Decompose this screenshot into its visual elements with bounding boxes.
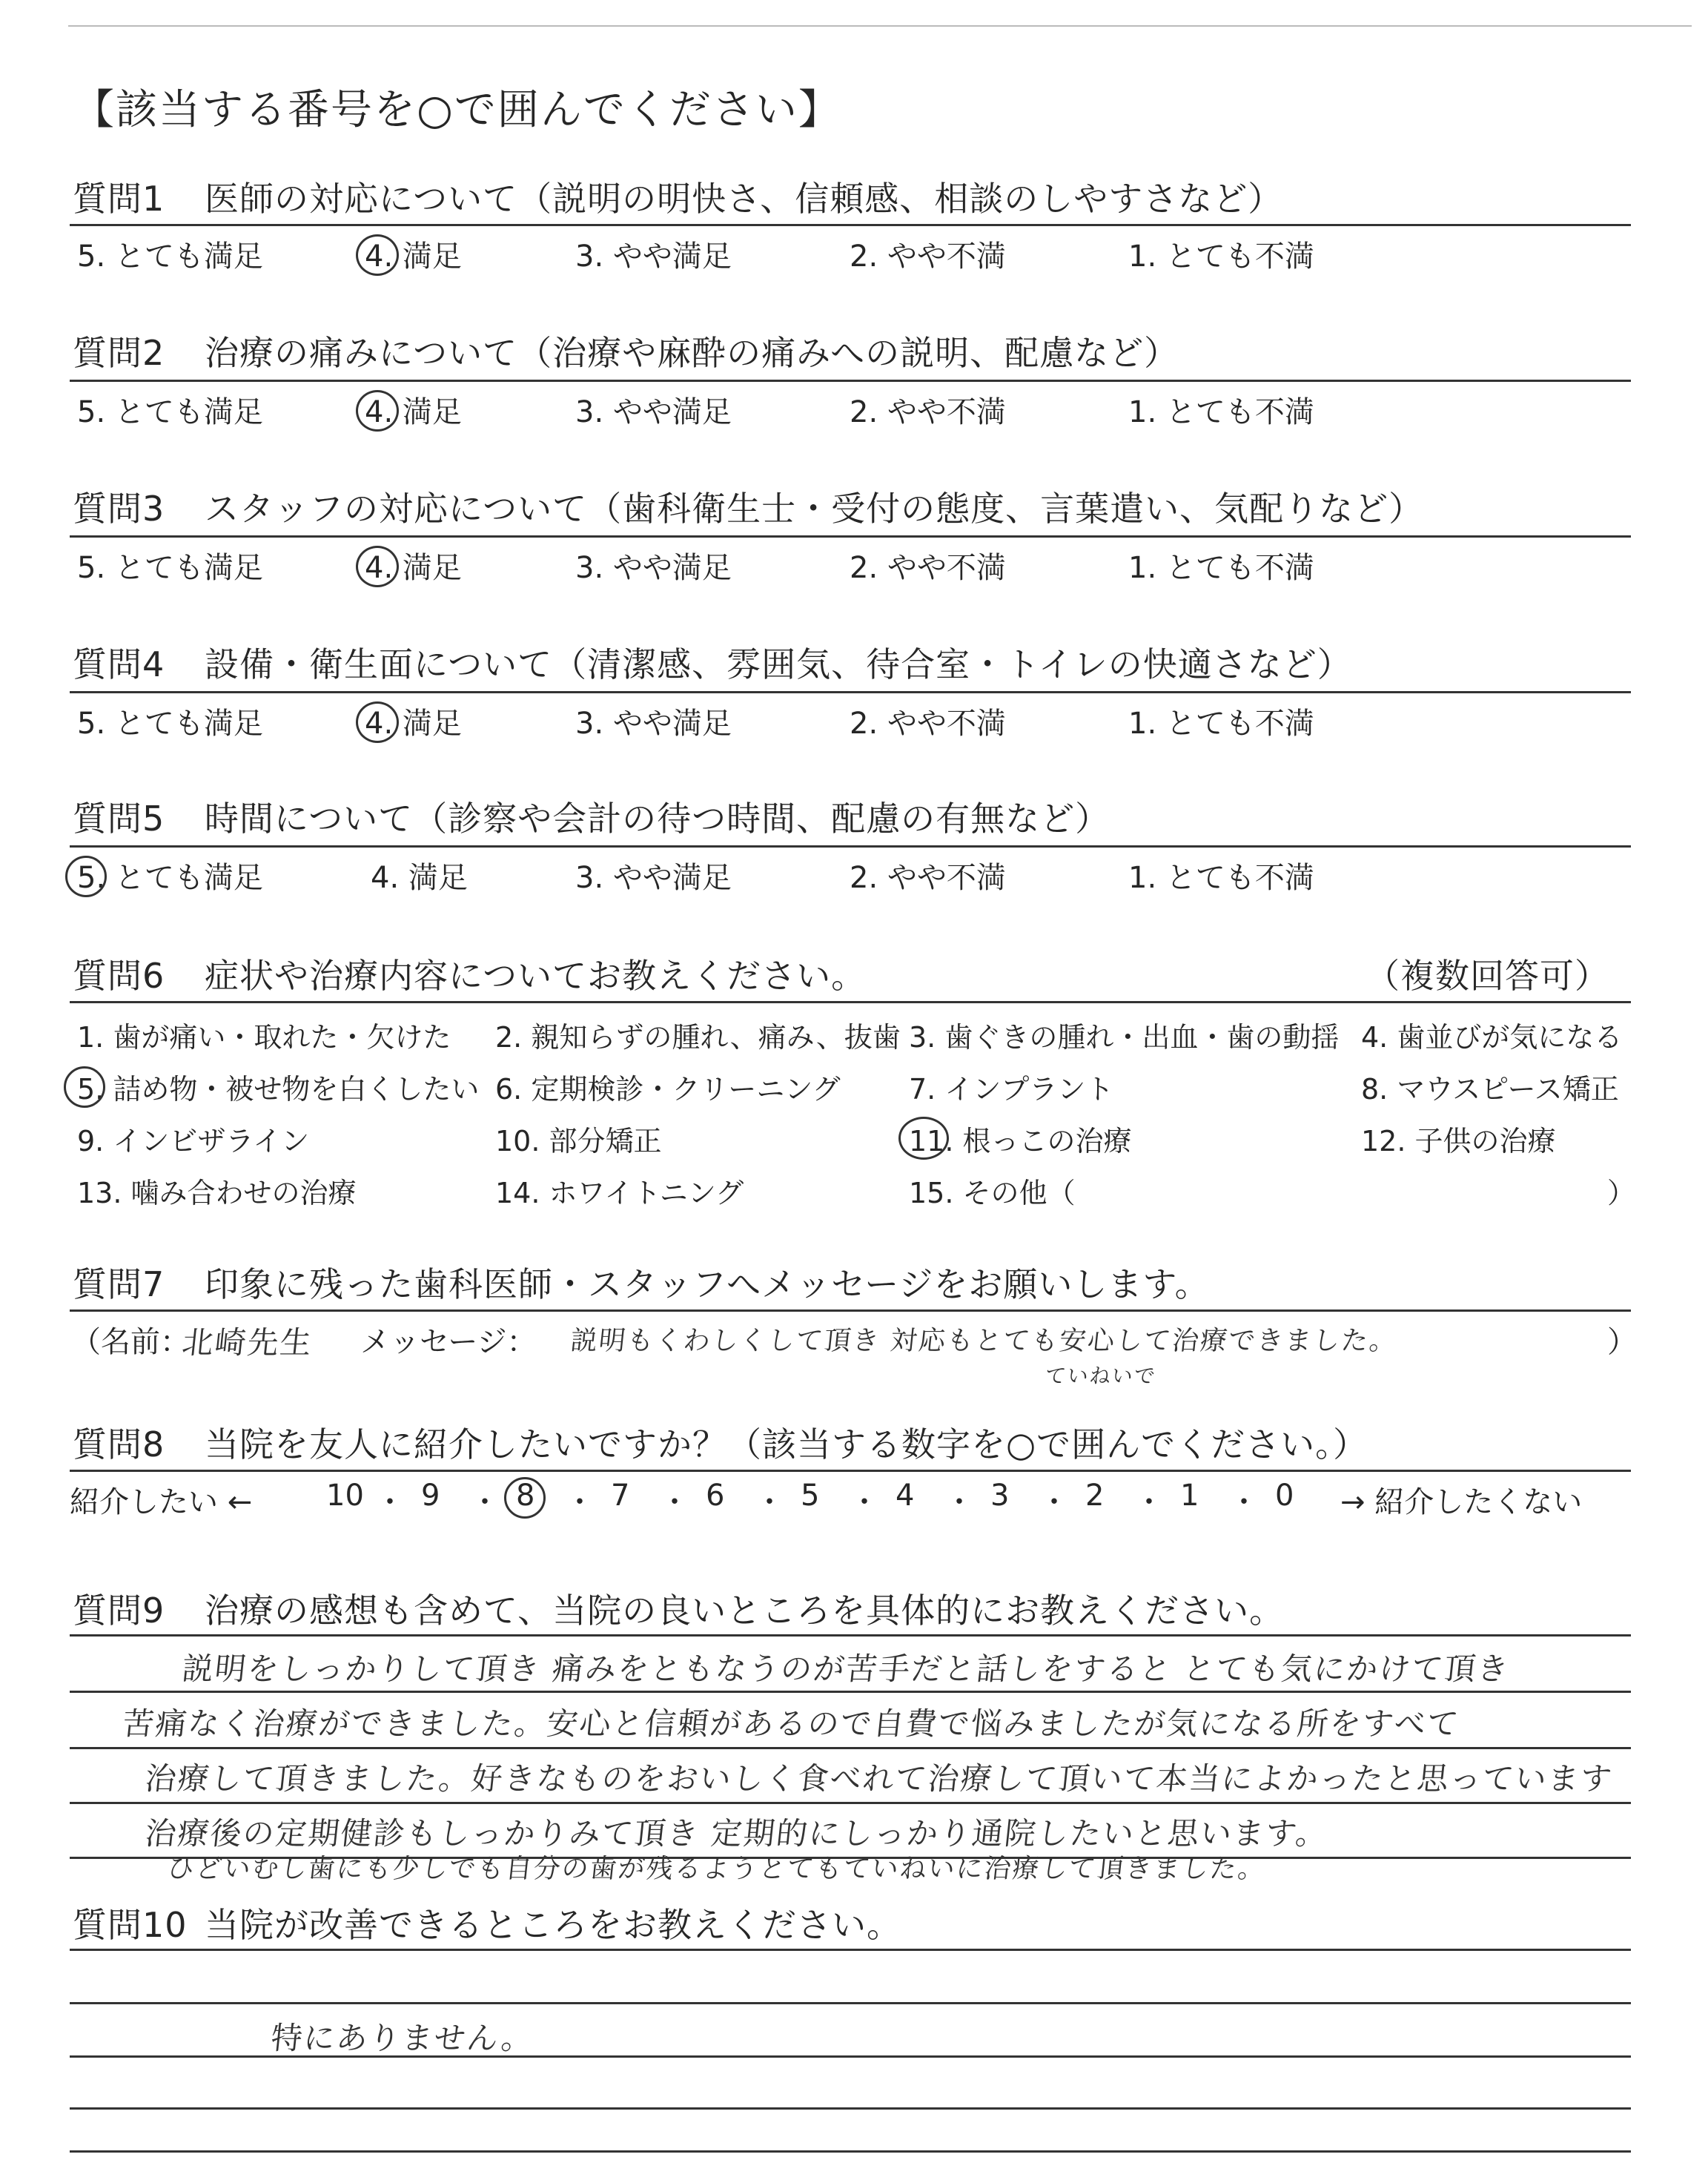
q3-text: スタッフの対応について（歯科衛生士・受付の態度、言葉遣い、気配りなど） xyxy=(205,489,1424,529)
q6-option-6[interactable]: 6. 定期検診・クリーニング xyxy=(495,1073,841,1106)
q6-option-9[interactable]: 9. インビザライン xyxy=(77,1125,310,1157)
q8-number-8[interactable]: 8 xyxy=(516,1479,535,1513)
q3-option-2[interactable]: 2. やや不満 xyxy=(850,551,1006,585)
q6-option-4[interactable]: 4. 歯並びが気になる xyxy=(1361,1021,1623,1054)
q9-answer-line-2[interactable]: 苦痛なく治療ができました。安心と信頼があるので自費で悩みましたが気になる所をすべて xyxy=(121,1705,1462,1742)
q1-text: 医師の対応について（説明の明快さ、信頼感、相談のしやすさなど） xyxy=(205,179,1283,219)
q2-option-4[interactable]: 4. 満足 xyxy=(365,395,462,429)
q7-close-paren: ） xyxy=(1607,1325,1637,1359)
q2-option-2[interactable]: 2. やや不満 xyxy=(850,395,1006,429)
q7-message-value[interactable]: 説明もくわしくして頂き 対応もとても安心して治療できました。 xyxy=(569,1326,1400,1356)
q8-separator-dot: ・ xyxy=(755,1485,784,1519)
q3-option-3[interactable]: 3. やや満足 xyxy=(575,551,732,585)
q4-option-3[interactable]: 3. やや満足 xyxy=(575,707,732,741)
q7-text: 印象に残った歯科医師・スタッフへメッセージをお願いします。 xyxy=(205,1264,1210,1304)
q3-selection-circle xyxy=(356,546,399,587)
q9-rule-2 xyxy=(70,1691,1631,1693)
q3-option-4[interactable]: 4. 満足 xyxy=(365,551,462,585)
q8-separator-dot: ・ xyxy=(944,1485,974,1519)
q4-label: 質問4 xyxy=(73,644,165,684)
q4-text: 設備・衛生面について（清潔感、雰囲気、待合室・トイレの快適さなど） xyxy=(205,644,1352,684)
q8-separator-dot: ・ xyxy=(850,1485,879,1519)
q6-option-8[interactable]: 8. マウスピース矯正 xyxy=(1361,1073,1619,1106)
q8-separator-dot: ・ xyxy=(375,1485,405,1519)
q1-option-3[interactable]: 3. やや満足 xyxy=(575,240,732,274)
q10-rule-5 xyxy=(70,2150,1631,2153)
q1-selection-circle xyxy=(356,234,399,276)
q5-option-2[interactable]: 2. やや不満 xyxy=(850,861,1006,895)
q2-label: 質問2 xyxy=(73,333,165,373)
q9-rule-3 xyxy=(70,1747,1631,1749)
q7-name-label: （名前： xyxy=(71,1325,190,1359)
q8-number-1[interactable]: 1 xyxy=(1180,1479,1199,1513)
q1-label: 質問1 xyxy=(73,179,165,219)
top-border xyxy=(68,25,1692,27)
q9-rule-1 xyxy=(70,1634,1631,1636)
q3-rule xyxy=(70,535,1631,538)
q3-option-1[interactable]: 1. とても不満 xyxy=(1128,551,1314,585)
q4-option-1[interactable]: 1. とても不満 xyxy=(1128,707,1314,741)
q2-option-5[interactable]: 5. とても満足 xyxy=(77,395,263,429)
q6-option-2[interactable]: 2. 親知らずの腫れ、痛み、抜歯 xyxy=(495,1021,901,1054)
q6-option-5-circle xyxy=(64,1066,105,1108)
q1-option-4[interactable]: 4. 満足 xyxy=(365,240,462,274)
q10-label: 質問10 xyxy=(73,1905,188,1945)
q5-option-4[interactable]: 4. 満足 xyxy=(371,861,468,895)
q8-number-7[interactable]: 7 xyxy=(611,1479,630,1513)
q4-selection-circle xyxy=(356,701,399,743)
q8-number-4[interactable]: 4 xyxy=(896,1479,915,1513)
q9-answer-line-4[interactable]: 治療後の定期健診もしっかりみて頂き 定期的にしっかり通院したいと思います。 xyxy=(143,1815,1331,1852)
q8-number-9[interactable]: 9 xyxy=(421,1479,440,1513)
q8-separator-dot: ・ xyxy=(470,1485,500,1519)
q9-answer-line-1[interactable]: 説明をしっかりして頂き 痛みをともなうのが苦手だと話しをすると とても気にかけて頂き xyxy=(180,1651,1512,1687)
q8-number-3[interactable]: 3 xyxy=(990,1479,1010,1513)
q6-label: 質問6 xyxy=(73,956,165,996)
q9-label: 質問9 xyxy=(73,1591,165,1631)
q6-option-11-circle xyxy=(898,1117,949,1160)
q6-option-1[interactable]: 1. 歯が痛い・取れた・欠けた xyxy=(77,1021,451,1054)
q8-separator-dot: ・ xyxy=(1039,1485,1069,1519)
q7-label: 質問7 xyxy=(73,1264,165,1304)
q6-option-14[interactable]: 14. ホワイトニング xyxy=(495,1177,744,1209)
q9-rule-4 xyxy=(70,1802,1631,1804)
q3-label: 質問3 xyxy=(73,489,165,529)
q2-rule xyxy=(70,380,1631,382)
q6-option-5[interactable]: 5. 詰め物・被せ物を白くしたい xyxy=(77,1073,480,1106)
q2-option-1[interactable]: 1. とても不満 xyxy=(1128,395,1314,429)
q2-selection-circle xyxy=(356,390,399,432)
q5-text: 時間について（診察や会計の待つ時間、配慮の有無など） xyxy=(205,799,1110,839)
q2-option-3[interactable]: 3. やや満足 xyxy=(575,395,732,429)
q8-separator-dot: ・ xyxy=(565,1485,595,1519)
q6-rule xyxy=(70,1001,1631,1003)
q9-answer-line-3[interactable]: 治療して頂きました。好きなものをおいしく食べれて治療して頂いて本当によかったと思っています xyxy=(143,1760,1615,1797)
q8-number-2[interactable]: 2 xyxy=(1085,1479,1105,1513)
q6-option-7[interactable]: 7. インプラント xyxy=(909,1073,1114,1106)
q6-option-11[interactable]: 11. 根っこの治療 xyxy=(909,1125,1132,1157)
q7-name-value[interactable]: 北崎先生 xyxy=(180,1324,315,1361)
q6-text: 症状や治療内容についてお教えください。 xyxy=(205,956,867,996)
q4-rule xyxy=(70,691,1631,693)
q5-label: 質問5 xyxy=(73,799,165,839)
q5-rule xyxy=(70,845,1631,848)
q1-option-2[interactable]: 2. やや不満 xyxy=(850,240,1006,274)
q7-rule xyxy=(70,1309,1631,1312)
q6-option-15[interactable]: 15. その他（ xyxy=(909,1177,1076,1209)
q5-option-5[interactable]: 5. とても満足 xyxy=(77,861,263,895)
q6-option-10[interactable]: 10. 部分矯正 xyxy=(495,1125,662,1157)
q4-option-2[interactable]: 2. やや不満 xyxy=(850,707,1006,741)
q10-rule-1 xyxy=(70,1949,1631,1951)
q9-answer-line-5[interactable]: ひどいむし歯にも少しでも自分の歯が残るようとてもていねいに治療して頂きました。 xyxy=(165,1854,1268,1884)
q8-separator-dot: ・ xyxy=(1229,1485,1259,1519)
q8-left-label: 紹介したい ← xyxy=(70,1485,253,1519)
q8-label: 質問8 xyxy=(73,1424,165,1464)
q2-text: 治療の痛みについて（治療や麻酔の痛みへの説明、配慮など） xyxy=(205,333,1179,373)
q10-rule-4 xyxy=(70,2107,1631,2110)
q10-answer[interactable]: 特にありません。 xyxy=(269,2020,536,2056)
q6-option-3[interactable]: 3. 歯ぐきの腫れ・出血・歯の動揺 xyxy=(909,1021,1340,1054)
q1-option-1[interactable]: 1. とても不満 xyxy=(1128,240,1314,274)
q8-separator-dot: ・ xyxy=(660,1485,689,1519)
q5-option-3[interactable]: 3. やや満足 xyxy=(575,861,732,895)
q1-option-5[interactable]: 5. とても満足 xyxy=(77,240,263,274)
q8-right-label: → 紹介したくない xyxy=(1340,1485,1583,1519)
q7-message-label: メッセージ： xyxy=(360,1325,537,1359)
q6-option-13[interactable]: 13. 噛み合わせの治療 xyxy=(77,1177,357,1209)
q6-option-12[interactable]: 12. 子供の治療 xyxy=(1361,1125,1556,1157)
q10-text: 当院が改善できるところをお教えください。 xyxy=(205,1905,901,1945)
q3-option-5[interactable]: 5. とても満足 xyxy=(77,551,263,585)
q8-selection-circle xyxy=(504,1477,546,1519)
q8-number-10[interactable]: 10 xyxy=(326,1479,364,1513)
q8-separator-dot: ・ xyxy=(1134,1485,1164,1519)
q8-text: 当院を友人に紹介したいですか？（該当する数字を○で囲んでください。） xyxy=(205,1424,1368,1464)
q8-number-6[interactable]: 6 xyxy=(706,1479,725,1513)
q8-number-5[interactable]: 5 xyxy=(801,1479,820,1513)
page-title: 【該当する番号を○で囲んでください】 xyxy=(73,86,841,134)
q5-option-1[interactable]: 1. とても不満 xyxy=(1128,861,1314,895)
q9-text: 治療の感想も含めて、当院の良いところを具体的にお教えください。 xyxy=(205,1591,1285,1631)
q8-number-0[interactable]: 0 xyxy=(1275,1479,1294,1513)
q6-option-15-close: ） xyxy=(1607,1177,1636,1209)
q4-option-4[interactable]: 4. 満足 xyxy=(365,707,462,741)
q10-rule-2 xyxy=(70,2002,1631,2004)
q5-selection-circle xyxy=(65,856,107,897)
q7-message-insert: ていねいで xyxy=(1044,1364,1158,1388)
q6-note: （複数回答可） xyxy=(1366,956,1609,996)
q8-rule xyxy=(70,1470,1631,1472)
q4-option-5[interactable]: 5. とても満足 xyxy=(77,707,263,741)
q1-rule xyxy=(70,224,1631,226)
